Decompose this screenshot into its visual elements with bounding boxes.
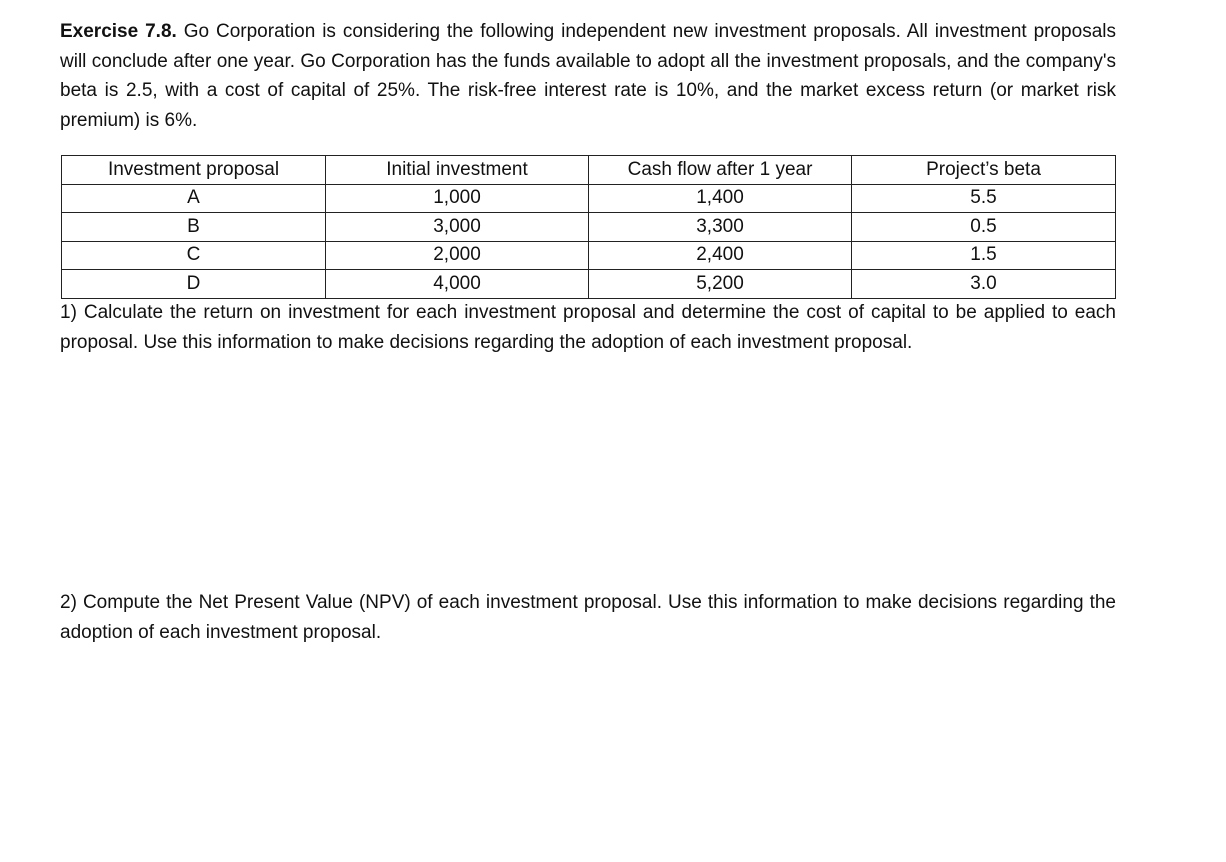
table-row xyxy=(62,213,1116,242)
question-1: 1) Calculate the return on investment for each investment proposal and determine the cost of capital to be applied to each proposal. Use this information to make decisions regarding the adoption of each investment proposal. xyxy=(60,302,1116,353)
beta-cell: 3.0 xyxy=(852,270,1116,299)
proposal-cell: D xyxy=(62,270,326,299)
table-header-row xyxy=(62,156,1116,185)
cash-flow-cell: 3,300 xyxy=(589,213,852,242)
cash-flow-cell: 5,200 xyxy=(589,270,852,299)
table-row xyxy=(62,241,1116,270)
initial-investment-cell: 1,000 xyxy=(326,184,589,213)
initial-investment-cell: 2,000 xyxy=(326,241,589,270)
initial-investment-cell: 3,000 xyxy=(326,213,589,242)
header-initial-investment: Initial investment xyxy=(326,156,589,185)
exercise-text: Go Corporation is considering the following independent new investment proposals. All investment proposals will conclude after one year. Go Corporation has the funds available to adopt all the investment proposals, and the company's beta is 2.5, with a cost of capital of 25%. The risk-free interest rate is 10%, and the market excess return (or market risk premium) is 6%. xyxy=(60,21,1116,131)
table-row xyxy=(62,184,1116,213)
proposal-cell: C xyxy=(62,241,326,270)
beta-cell: 5.5 xyxy=(852,184,1116,213)
header-investment-proposal: Investment proposal xyxy=(62,156,326,185)
header-cash-flow: Cash flow after 1 year xyxy=(589,156,852,185)
question-2: 2) Compute the Net Present Value (NPV) of each investment proposal. Use this information to make decisions regarding the adoption of each investment proposal. xyxy=(60,592,1116,643)
exercise-intro xyxy=(60,17,1116,135)
table-row xyxy=(62,270,1116,299)
proposal-cell: A xyxy=(62,184,326,213)
cash-flow-cell: 2,400 xyxy=(589,241,852,270)
investment-table xyxy=(61,155,1116,299)
header-project-beta: Project’s beta xyxy=(852,156,1116,185)
initial-investment-cell: 4,000 xyxy=(326,270,589,299)
exercise-label: Exercise 7.8. xyxy=(60,21,177,42)
beta-cell: 1.5 xyxy=(852,241,1116,270)
proposal-cell: B xyxy=(62,213,326,242)
beta-cell: 0.5 xyxy=(852,213,1116,242)
cash-flow-cell: 1,400 xyxy=(589,184,852,213)
